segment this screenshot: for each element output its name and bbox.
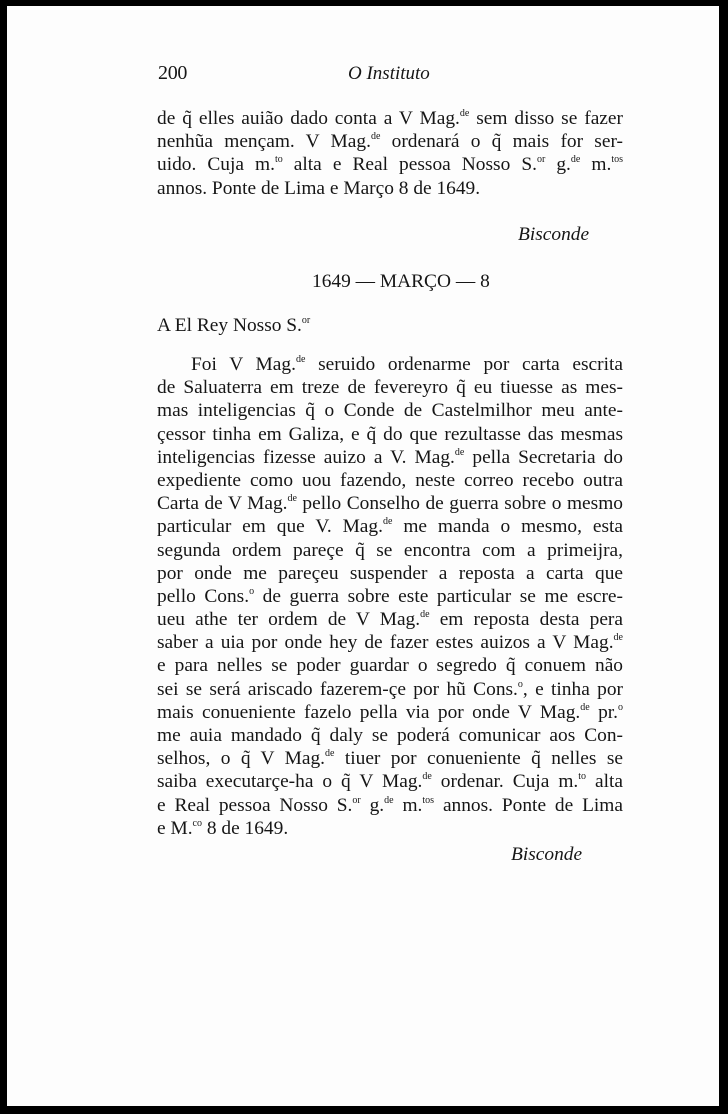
text-segment: selhos, o q̃ V Mag. (157, 748, 325, 770)
letter-1-body (157, 107, 623, 200)
superscript: de (454, 446, 465, 458)
text-segment: 8 de 1649. (202, 817, 289, 839)
text-segment: e M. (157, 817, 193, 839)
text-line (157, 492, 623, 515)
text-segment: ordenará o q̃ mais for ser- (380, 131, 623, 153)
text-segment: annos. Ponte de Lima e Março 8 de 1649. (157, 177, 481, 199)
text-segment: pello Conselho de guerra sobre o mesmo (296, 493, 623, 515)
superscript: de (613, 632, 623, 644)
text-line (157, 701, 623, 724)
text-line (157, 608, 623, 631)
text-segment: uido. Cuja m. (157, 154, 275, 176)
document-page (7, 6, 719, 1106)
text-segment: e para nelles se poder guardar o segredo q̃ conuem não (157, 655, 623, 677)
page-header (158, 62, 588, 92)
text-line (157, 817, 623, 840)
text-segment: m. (393, 794, 423, 816)
superscript: co (192, 817, 202, 829)
text-segment: saiba executarçe-ha o q̃ V Mag. (157, 771, 423, 793)
superscript: de (370, 131, 381, 143)
text-segment: inteligencias fizesse auizo a V. Mag. (157, 446, 455, 468)
text-line (157, 130, 623, 153)
text-segment: tiuer por conueniente q̃ nelles se (334, 748, 623, 770)
superscript: o (517, 678, 523, 690)
letter-2-salutation (157, 315, 310, 337)
text-segment: pr. (589, 701, 619, 723)
superscript: de (384, 794, 394, 806)
superscript: tos (611, 154, 624, 166)
text-segment: annos. Ponte de Lima (434, 794, 623, 816)
superscript: de (287, 493, 297, 505)
superscript: de (422, 771, 432, 783)
text-line (157, 423, 623, 446)
text-line (157, 654, 623, 677)
text-segment: me auia mandado q̃ daly se poderá comunicar aos Con- (157, 725, 623, 746)
text-segment: expediente como uou fazendo, neste correo recebo outra (157, 469, 623, 491)
text-line (157, 585, 623, 608)
superscript: to (274, 154, 283, 166)
text-segment: mas inteligencias q̃ o Conde de Castelmilhor meu ante- (157, 400, 623, 422)
text-segment: por onde me pareçeu suspender a reposta a carta que (157, 562, 623, 584)
text-segment: ordenar. Cuja m. (431, 771, 579, 793)
text-line (157, 562, 623, 585)
text-segment: g. (360, 794, 385, 816)
superscript: de (580, 701, 590, 713)
text-segment: seruido ordenarme por carta escrita (305, 354, 623, 375)
text-line (157, 399, 623, 422)
letter-1-signature: Bisconde (518, 224, 590, 245)
text-segment: sem disso se fazer (469, 108, 623, 129)
superscript: or (352, 794, 361, 806)
text-segment: de Saluaterra em treze de fevereyro q̃ eu tiuesse as mes- (157, 377, 623, 399)
text-segment: g. (545, 154, 571, 176)
text-segment: alta (586, 771, 623, 793)
text-segment: alta e Real pessoa Nosso S. (282, 154, 537, 176)
superscript: o (249, 585, 255, 597)
text-segment: pella Secretaria do (464, 446, 624, 468)
text-segment: m. (580, 154, 612, 176)
text-line (157, 678, 623, 701)
text-line (157, 446, 623, 469)
text-line (157, 794, 623, 817)
text-line (157, 353, 623, 376)
text-segment: pello Cons. (157, 585, 250, 607)
superscript: de (295, 354, 306, 365)
salutation-superscript: or (301, 315, 311, 326)
text-segment: segunda ordem pareçe q̃ se encontra com a primeijra, (157, 539, 623, 561)
text-line (157, 376, 623, 399)
text-line (157, 631, 623, 654)
superscript: de (420, 609, 430, 621)
text-line (157, 153, 623, 176)
superscript: de (325, 748, 335, 760)
text-segment: e Real pessoa Nosso S. (157, 794, 353, 816)
text-segment: em reposta desta pera (429, 609, 623, 631)
superscript: de (459, 108, 470, 119)
text-segment: sei se será ariscado fazerem-çe por hũ Cons. (157, 678, 518, 700)
text-line (157, 539, 623, 562)
running-title: O Instituto (348, 63, 430, 84)
text-segment: , e tinha por (522, 678, 623, 700)
text-line (157, 177, 623, 200)
text-line (157, 107, 623, 130)
text-line (157, 770, 623, 793)
text-segment: saber a uia por onde hey de fazer estes auizos a V Mag. (157, 632, 614, 654)
text-line (157, 724, 623, 747)
superscript: o (618, 701, 624, 713)
text-segment: Foi V Mag. (191, 354, 296, 375)
text-segment: çessor tinha em Galiza, e q̃ do que rezultasse das mesmas (157, 423, 623, 445)
text-segment: de q̃ elles auião dado conta a V Mag. (157, 108, 460, 129)
letter-2-dateline: 1649 — MARÇO — 8 (312, 271, 490, 292)
text-segment: nenhũa mençam. V Mag. (157, 131, 371, 153)
superscript: or (536, 154, 546, 166)
text-line (157, 747, 623, 770)
letter-2-signature: Bisconde (511, 844, 583, 865)
superscript: to (578, 771, 587, 783)
salutation-text: A El Rey Nosso S. (157, 315, 302, 336)
text-segment: ueu athe ter ordem de V Mag. (157, 609, 421, 631)
text-segment: particular em que V. Mag. (157, 516, 383, 538)
letter-2-body (157, 353, 623, 840)
text-segment: mais conueniente fazelo pella via por onde V Mag. (157, 701, 581, 723)
text-segment: Carta de V Mag. (157, 493, 288, 515)
superscript: de (382, 516, 393, 528)
superscript: tos (422, 794, 435, 806)
text-segment: me manda o mesmo, esta (392, 516, 623, 538)
text-segment: de guerra sobre este particular se me escre- (254, 585, 623, 607)
superscript: de (570, 154, 581, 166)
page-number: 200 (158, 62, 188, 84)
text-line (157, 469, 623, 492)
text-line (157, 515, 623, 538)
